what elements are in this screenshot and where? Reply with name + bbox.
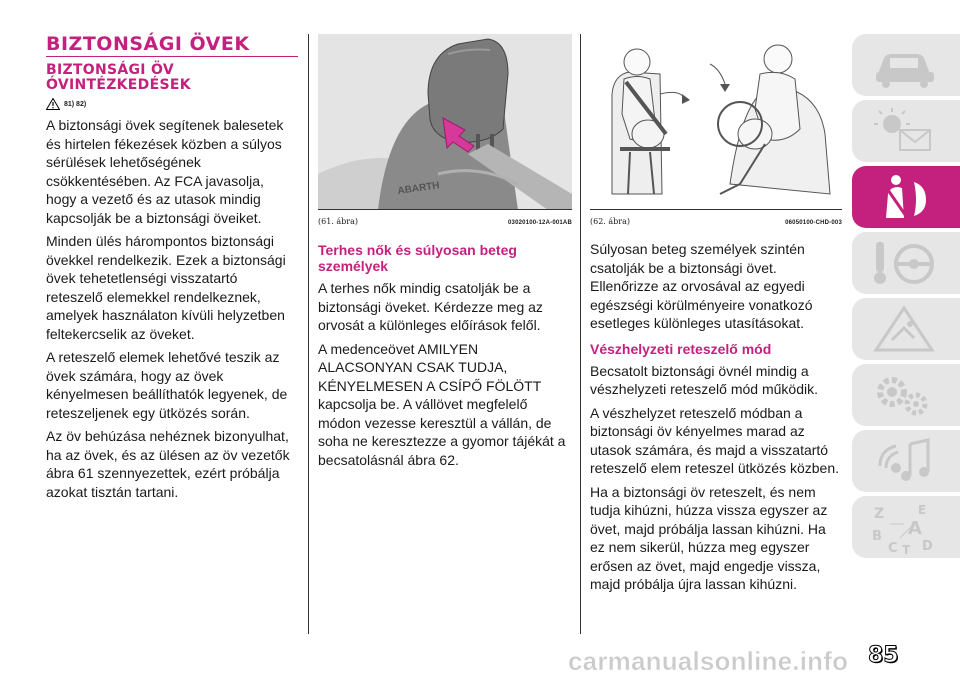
svg-text:ABARTH: ABARTH: [396, 180, 441, 197]
index-letter: Z: [874, 506, 885, 522]
right-column: [590, 34, 842, 594]
warning-reference: [46, 97, 298, 111]
index-letter: A: [908, 518, 922, 539]
tab-starting-driving[interactable]: [852, 232, 960, 294]
tab-vehicle[interactable]: [852, 34, 960, 96]
figure-code: 03020100-12A-001AB: [508, 220, 572, 226]
multimedia-music-icon: [870, 436, 940, 486]
paragraph: A terhes nők mindig csatolják be a biztonsági öveket. Kérdezze meg az orvosát a különleges előírások felől.: [318, 280, 543, 333]
car-dashboard-icon: [870, 40, 940, 90]
paragraph: Az öv behúzása nehéznek bizonyulhat, ha az övek, és az ülésen az öv vezetők ábra 61 szennyezettek, ezért próbálja azokat tisztán tartani.: [46, 428, 290, 500]
paragraph: A medenceövet AMILYEN ALACSONYAN CSAK TUDJA, KÉNYELMESEN A CSÍPŐ FÖLÖTT kapcsolja be. A vállövet megfelelő módon vezesse keresztül a vállán, de soha ne keresztezze a gyomor tájékát a becsatolásnál ábra 62.: [318, 340, 566, 468]
subsection-title-line1: BIZTONSÁGI ÖV: [46, 62, 174, 78]
maintenance-gears-icon: [870, 370, 940, 420]
index-letter: D: [922, 539, 933, 554]
figure-label: (61. ábra): [318, 217, 358, 226]
section-title: BIZTONSÁGI ÖVEK: [46, 34, 298, 57]
heading-emergency-lock: Vészhelyzeti reteszelő mód: [590, 340, 772, 357]
seat-headrest-illustration: [318, 34, 572, 210]
index-letter: B: [872, 529, 882, 544]
paragraph: A reteszelő elemek lehetővé teszik az övek számára, hogy az övek kényelmesen beállíthatók legyenek, de reteszeljenek egy ütközés során.: [46, 349, 288, 421]
paragraph: A biztonsági övek segítenek balesetek és hirtelen fékezések közben a súlyos sérülések lehetőségének csökkentésében. Az FCA javasolja, hogy a vezető és az utasok mindig kapcsolják be a biztonsági öveiket.: [46, 117, 284, 226]
tab-warning-lights[interactable]: [852, 100, 960, 162]
page-number: 85: [868, 643, 899, 668]
figure-61-seatbelt-guide: [318, 34, 572, 210]
subsection-title: [46, 63, 298, 93]
figure-62-pregnant-belt: [590, 34, 842, 210]
warning-triangle-tow-icon: [870, 304, 940, 354]
tab-emergency[interactable]: [852, 298, 960, 360]
middle-column: [318, 34, 572, 469]
figure-caption: [318, 214, 572, 226]
figure-caption: [590, 214, 842, 226]
paragraph: Becsatolt biztonsági övnél mindig a vészhelyzeti reteszelő mód működik.: [590, 362, 818, 397]
index-letter: E: [918, 503, 927, 517]
watermark: carmanualsonline.info: [568, 646, 849, 676]
key-steering-wheel-icon: [870, 238, 940, 288]
tab-safety[interactable]: [852, 166, 960, 228]
paragraph: Ha a biztonsági öv reteszelt, és nem tudja kihúzni, húzza vissza egyszer az övet, majd próbálja lassan kihúzni. Ha ez nem sikerül, húzza meg egyszer erősen az övet, majd engedje vissza, majd próbálja újra lassan kihúzni.: [590, 483, 828, 592]
subsection-title-line2: ÓVINTÉZKEDÉSEK: [46, 77, 191, 93]
paragraph: Súlyosan beteg személyek szintén csatolják be a biztonsági övet. Ellenőrizze az orvosával az egyedi egészségi körülményeire vonatkozó esetleges különleges utasításokat.: [590, 241, 813, 331]
figure-code: 06050100-CHD-003: [785, 220, 842, 226]
index-letter: C: [888, 541, 898, 556]
tab-maintenance[interactable]: [852, 364, 960, 426]
column-divider: [308, 34, 309, 634]
seatbelt-airbag-icon: [870, 172, 940, 222]
tab-multimedia[interactable]: [852, 430, 960, 492]
index-letter: T: [902, 543, 911, 557]
alphabetical-index-icon: [870, 502, 940, 558]
pregnant-woman-seatbelt-illustration: [590, 34, 842, 210]
left-column: [46, 34, 298, 501]
column-divider: [580, 34, 581, 634]
warning-lights-message-icon: [870, 106, 940, 156]
paragraph: Minden ülés hárompontos biztonsági övekkel rendelkezik. Ezek a biztonsági övek tehetetlenségi visszatartó reteszelő elemekkel rendelkeznek, amelyek használaton kívüli helyzetben feltekercselik az öveket.: [46, 233, 286, 342]
tab-index[interactable]: [852, 496, 960, 558]
paragraph: A vészhelyzet reteszelő módban a biztonsági öv kényelmes marad az utasok számára, és majd a visszatartó reteszelő elem reteszel ütközés közben.: [590, 404, 840, 476]
warning-triangle-icon: [46, 98, 60, 110]
warning-refs-text: 81) 82): [64, 100, 87, 108]
heading-pregnant-ill: Terhes nők és súlyosan beteg személyek: [318, 242, 517, 274]
figure-label: (62. ábra): [590, 217, 630, 226]
